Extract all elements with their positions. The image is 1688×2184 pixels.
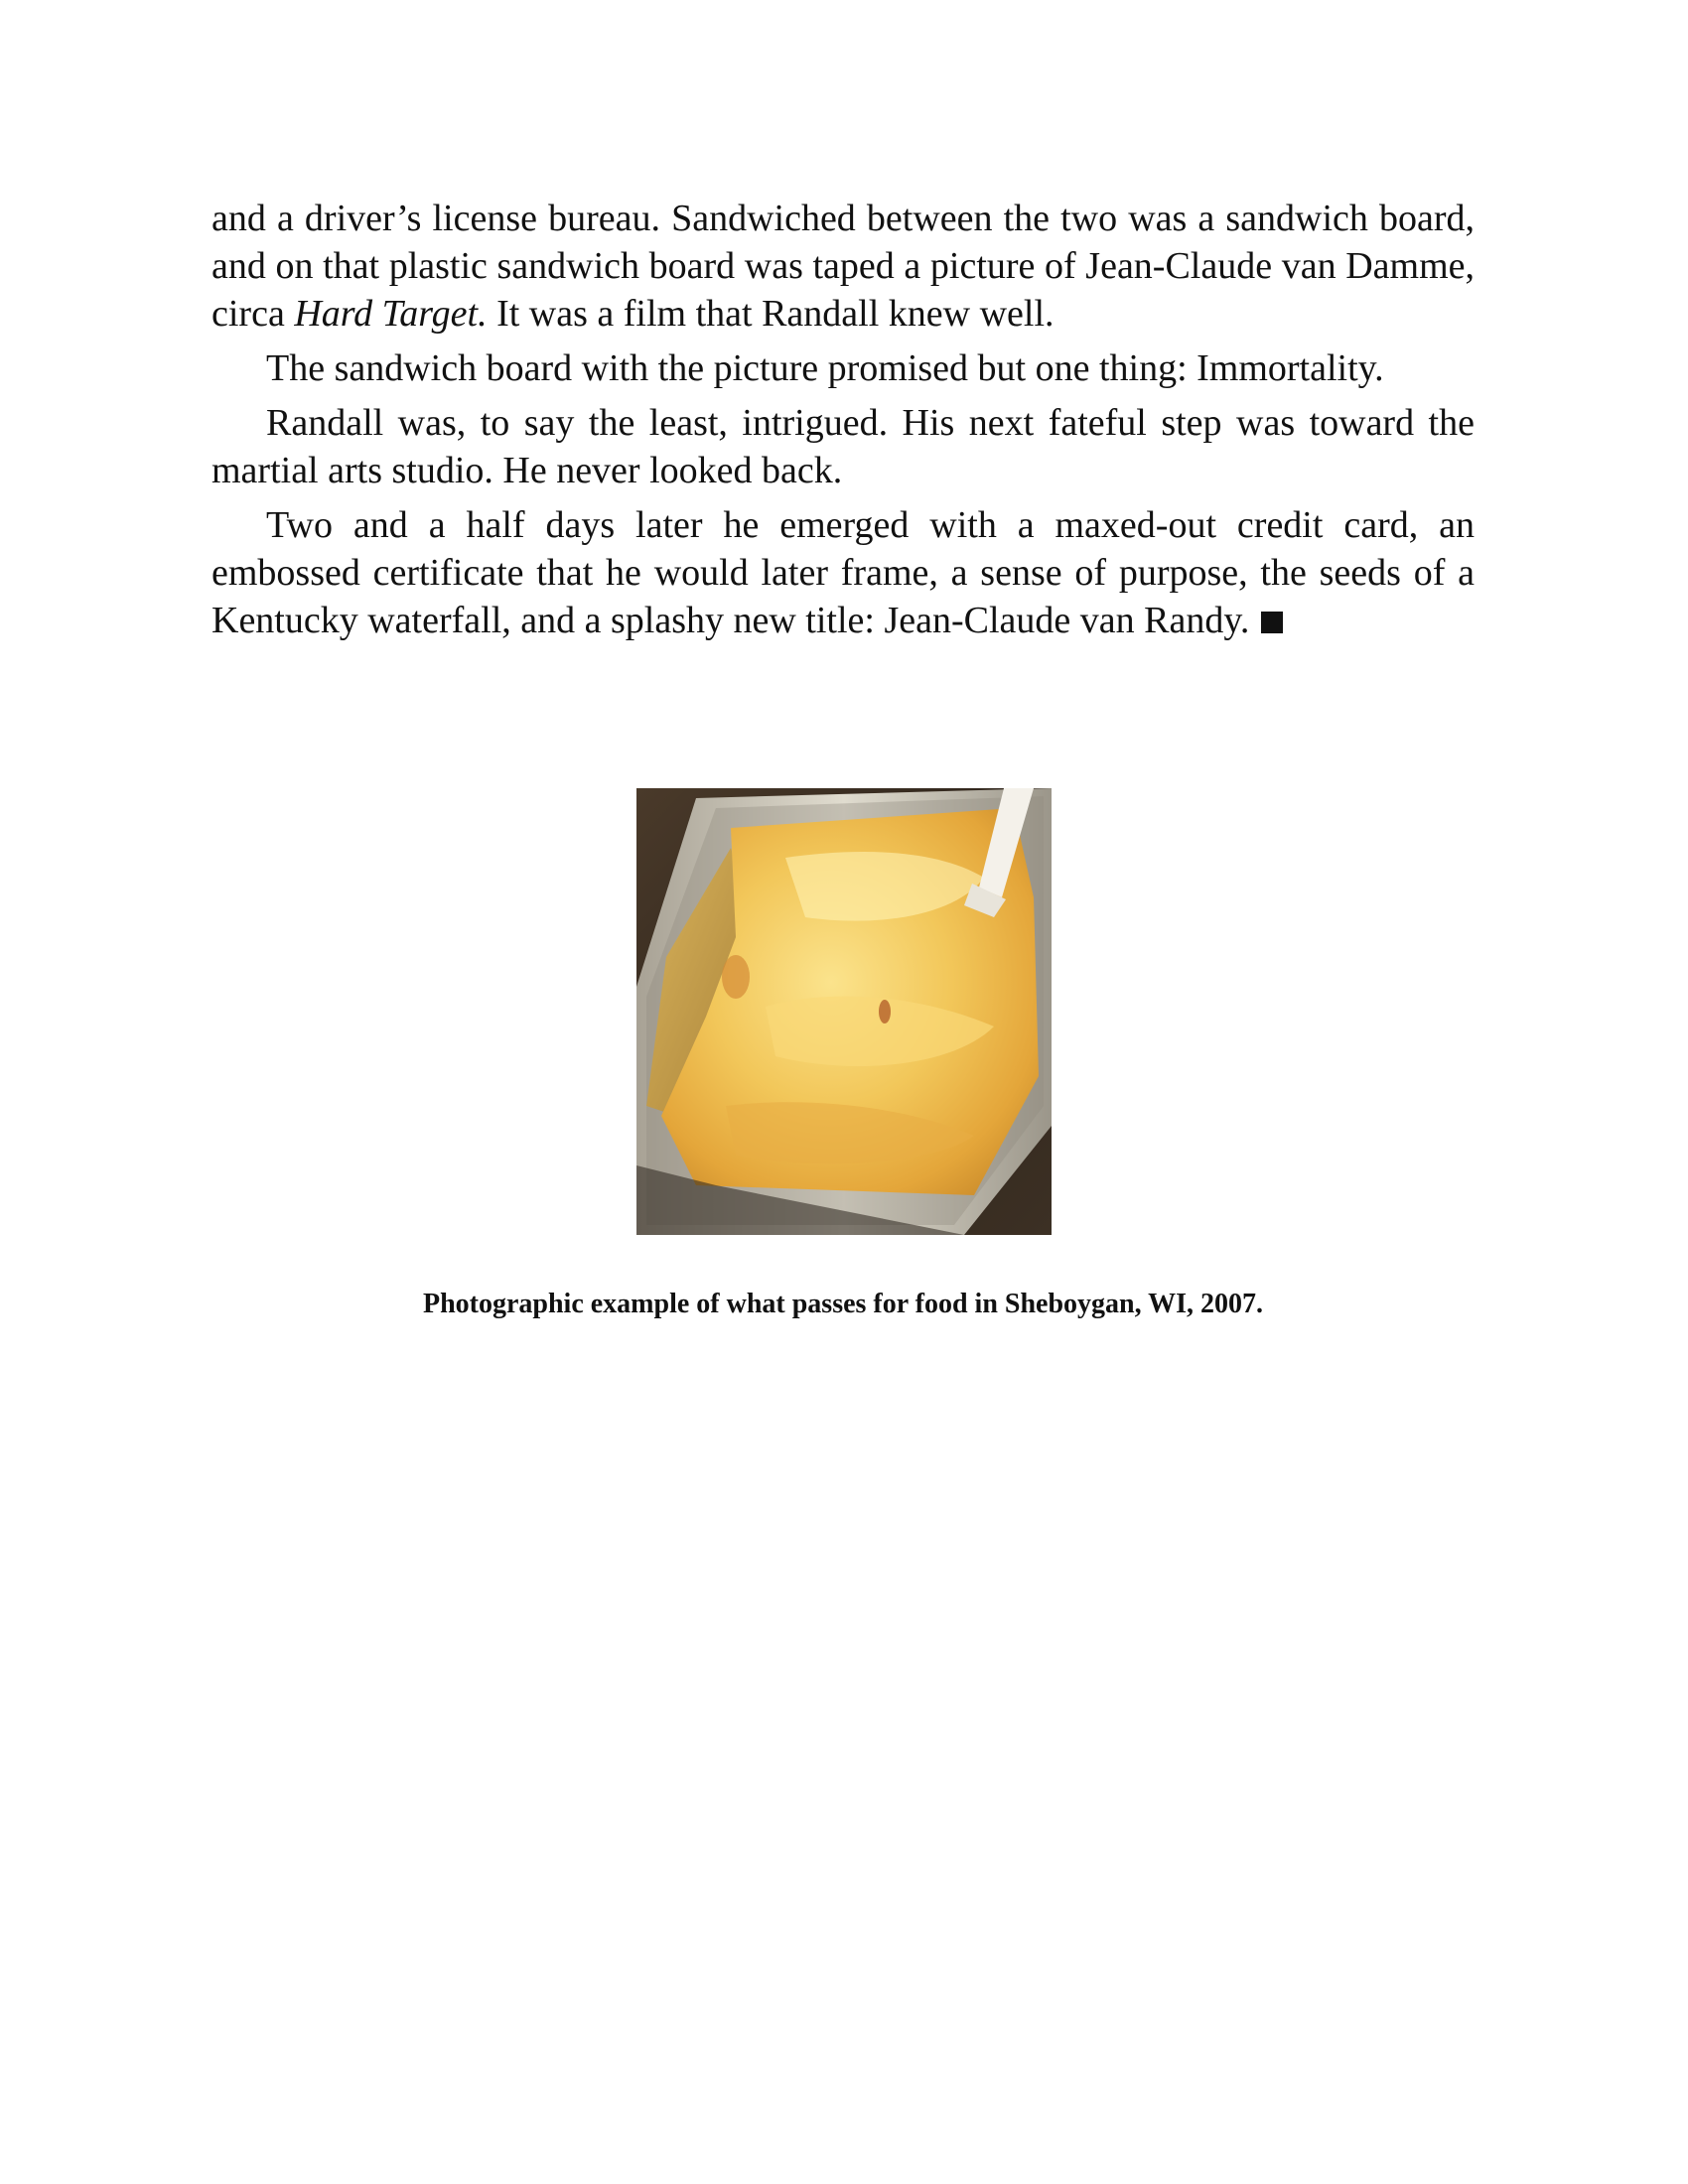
paragraph-1-text-after: It was a film that Randall knew well. <box>487 293 1055 335</box>
body-text <box>211 195 1475 651</box>
paragraph-1 <box>211 195 1475 338</box>
paragraph-4 <box>211 501 1475 644</box>
end-of-story-mark <box>1261 612 1283 633</box>
paragraph-2: The sandwich board with the picture promised but one thing: Immortality. <box>266 347 1384 389</box>
paragraph-1-text-before: and a driver’s license bureau. Sandwiched between the two was a sandwich board, and on that plastic sandwich board was taped a picture of Jean-Claude van Damme, circa <box>211 198 1475 335</box>
paragraph-3: Randall was, to say the least, intrigued. His next fateful step was toward the martial arts studio. He never looked back. <box>211 402 1475 491</box>
paragraph-4-text: Two and a half days later he emerged with a maxed-out credit card, an embossed certificate that he would later frame, a sense of purpose, the seeds of a Kentucky waterfall, and a splashy new title: Jean-Claude van Randy. <box>211 504 1475 641</box>
food-photo <box>636 788 1052 1235</box>
film-title: Hard Target. <box>294 293 488 335</box>
food-photo-illustration <box>636 788 1052 1235</box>
figure-caption: Photographic example of what passes for food in Sheboygan, WI, 2007. <box>422 1289 1264 1319</box>
